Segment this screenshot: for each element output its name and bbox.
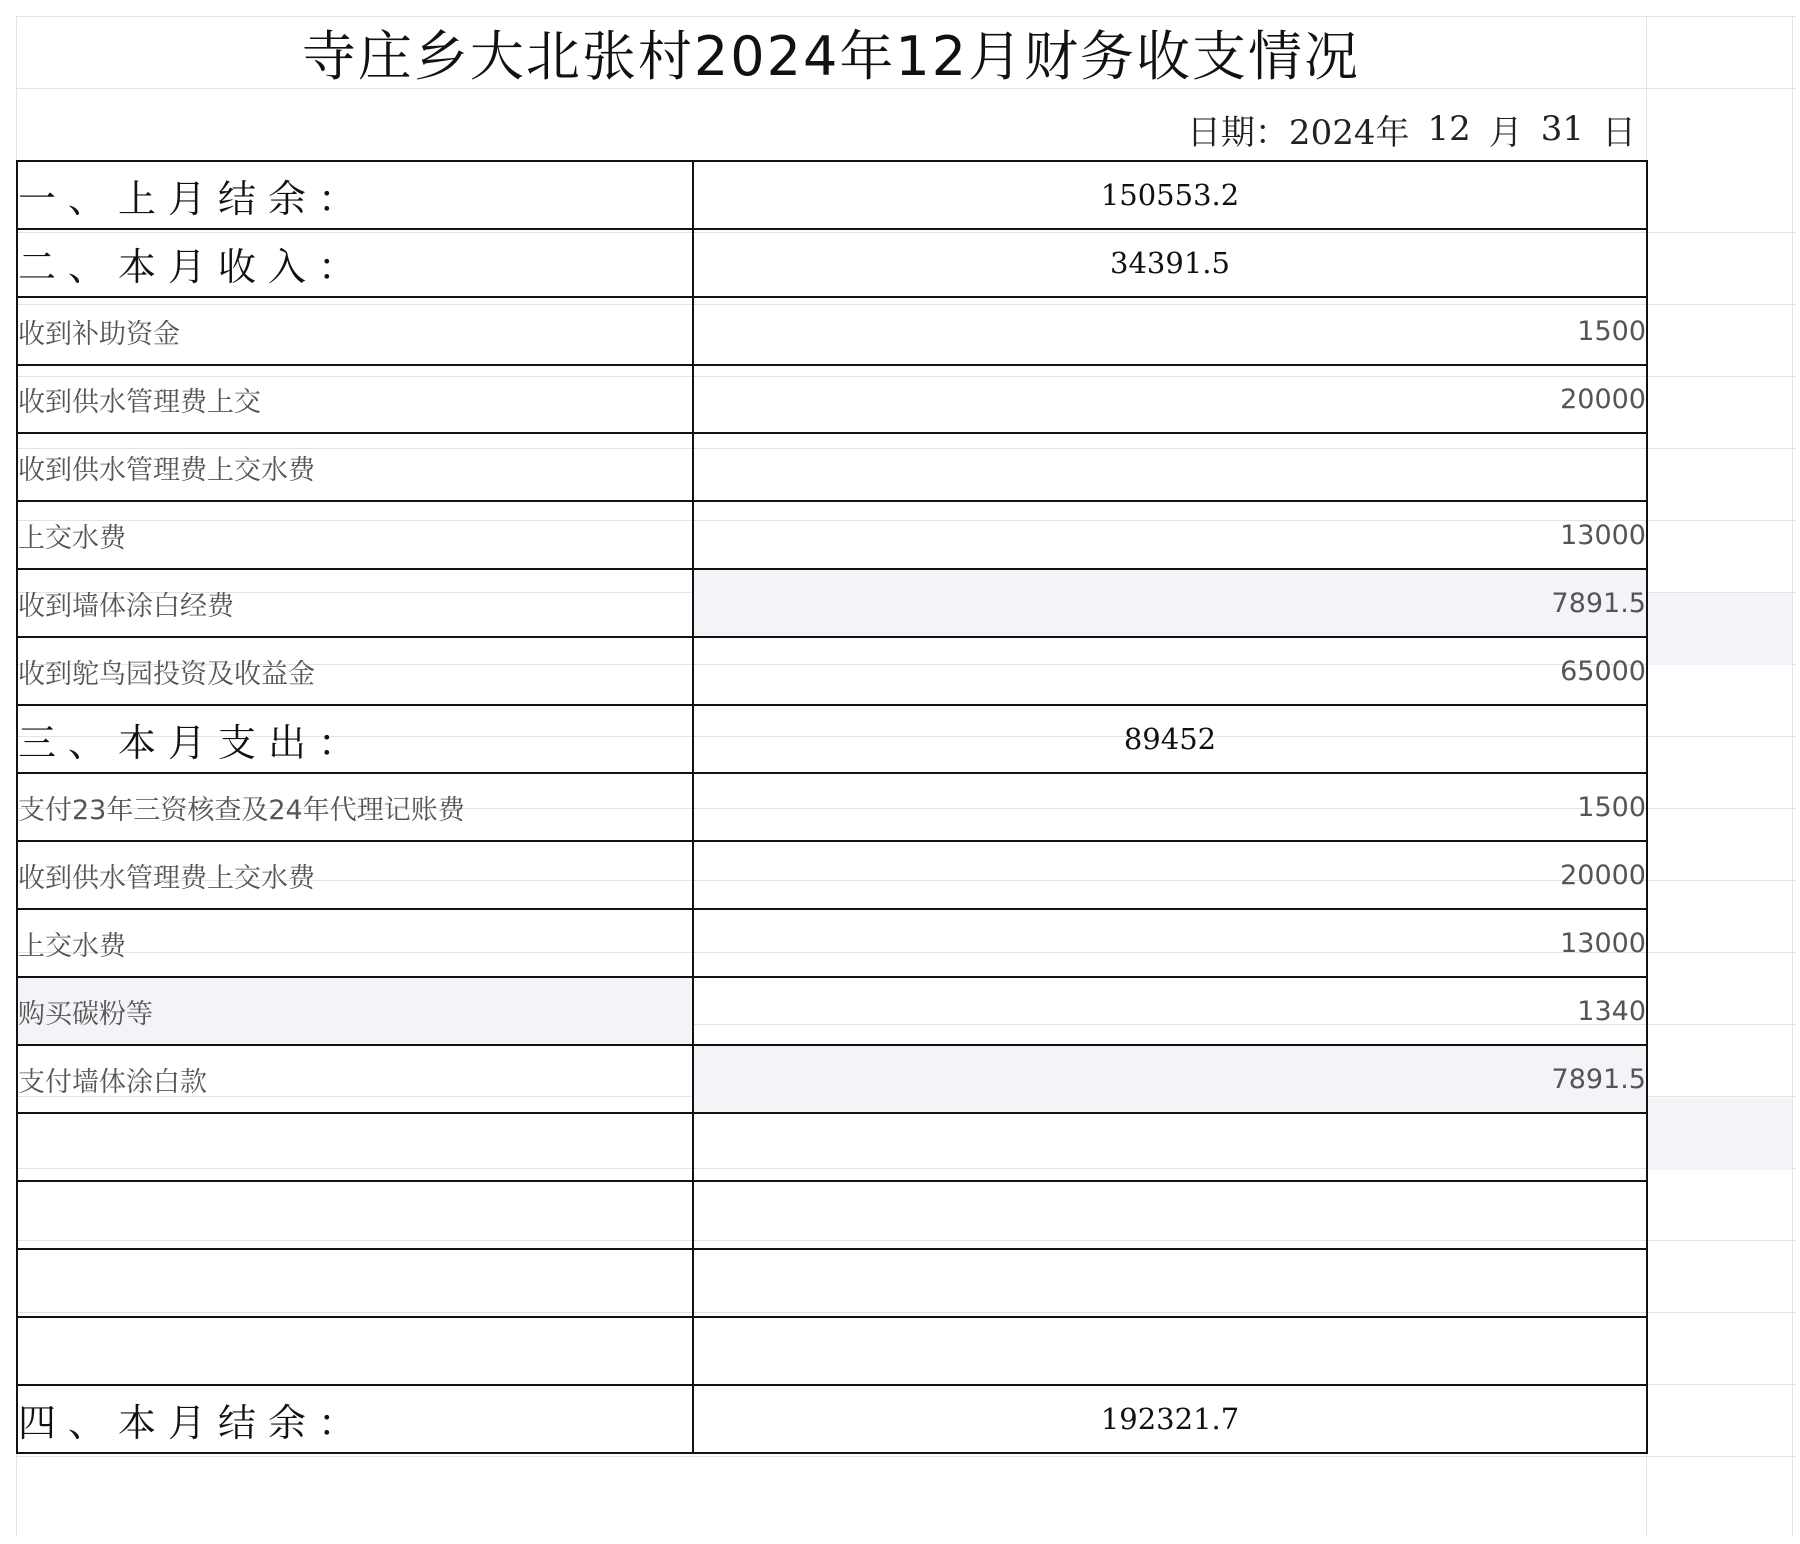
date-day: 31 (1540, 109, 1584, 149)
item-label[interactable] (17, 1113, 693, 1181)
item-value[interactable]: 7891.5 (693, 1045, 1647, 1113)
item-label[interactable]: 上交水费 (17, 501, 693, 569)
table-row (17, 501, 1647, 569)
table-row (17, 977, 1647, 1045)
section-label[interactable]: 二、本月收入： (17, 229, 693, 297)
item-label[interactable]: 收到墙体涂白经费 (17, 569, 693, 637)
page-title: 寺庄乡大北张村2024年12月财务收支情况 (301, 24, 1361, 88)
section-value[interactable]: 89452 (693, 705, 1647, 773)
item-value[interactable] (693, 1317, 1647, 1385)
item-value[interactable]: 20000 (693, 841, 1647, 909)
section-label[interactable]: 一、上月结余： (17, 161, 693, 229)
item-value[interactable]: 1500 (693, 297, 1647, 365)
item-value[interactable]: 13000 (693, 501, 1647, 569)
table-row (17, 365, 1647, 433)
item-label[interactable]: 支付23年三资核查及24年代理记账费 (17, 773, 693, 841)
item-label[interactable]: 支付墙体涂白款 (17, 1045, 693, 1113)
table-row (17, 433, 1647, 501)
table-row (17, 909, 1647, 977)
item-label[interactable]: 收到补助资金 (17, 297, 693, 365)
row-highlight-ext (1646, 593, 1792, 665)
table-row (17, 773, 1647, 841)
item-label[interactable] (17, 1181, 693, 1249)
item-label[interactable]: 收到鸵鸟园投资及收益金 (17, 637, 693, 705)
item-value[interactable] (693, 1113, 1647, 1181)
item-label[interactable]: 上交水费 (17, 909, 693, 977)
item-label[interactable] (17, 1317, 693, 1385)
section-label[interactable]: 四、本月结余： (17, 1385, 693, 1453)
item-value[interactable] (693, 1249, 1647, 1317)
section-value[interactable]: 150553.2 (693, 161, 1647, 229)
row-expense-total (17, 705, 1647, 773)
item-value[interactable] (693, 433, 1647, 501)
date-month: 12 (1427, 109, 1471, 149)
table-row (17, 1045, 1647, 1113)
table-row (17, 297, 1647, 365)
table-row (17, 637, 1647, 705)
item-value[interactable]: 20000 (693, 365, 1647, 433)
report-date (1187, 104, 1636, 154)
item-value[interactable]: 65000 (693, 637, 1647, 705)
item-value[interactable] (693, 1181, 1647, 1249)
row-income-total (17, 229, 1647, 297)
date-prefix: 日期：2024年 (1186, 112, 1410, 153)
table-row (17, 1317, 1647, 1385)
item-label[interactable]: 购买碳粉等 (17, 977, 693, 1045)
section-label[interactable]: 三、本月支出： (17, 705, 693, 773)
section-value[interactable]: 192321.7 (693, 1385, 1647, 1453)
row-highlight-ext (1646, 1098, 1792, 1170)
item-label[interactable]: 收到供水管理费上交水费 (17, 841, 693, 909)
table-row (17, 1181, 1647, 1249)
finance-table (16, 160, 1648, 1454)
item-value[interactable]: 13000 (693, 909, 1647, 977)
date-month-unit: 月 (1488, 112, 1523, 153)
item-value[interactable]: 7891.5 (693, 569, 1647, 637)
item-label[interactable] (17, 1249, 693, 1317)
date-day-unit: 日 (1602, 112, 1636, 153)
table-row (17, 1113, 1647, 1181)
item-label[interactable]: 收到供水管理费上交 (17, 365, 693, 433)
item-value[interactable]: 1500 (693, 773, 1647, 841)
table-row (17, 569, 1647, 637)
table-row (17, 841, 1647, 909)
table-row (17, 1249, 1647, 1317)
item-value[interactable]: 1340 (693, 977, 1647, 1045)
section-value[interactable]: 34391.5 (693, 229, 1647, 297)
row-closing-balance (17, 1385, 1647, 1453)
row-prev-balance (17, 161, 1647, 229)
item-label[interactable]: 收到供水管理费上交水费 (17, 433, 693, 501)
